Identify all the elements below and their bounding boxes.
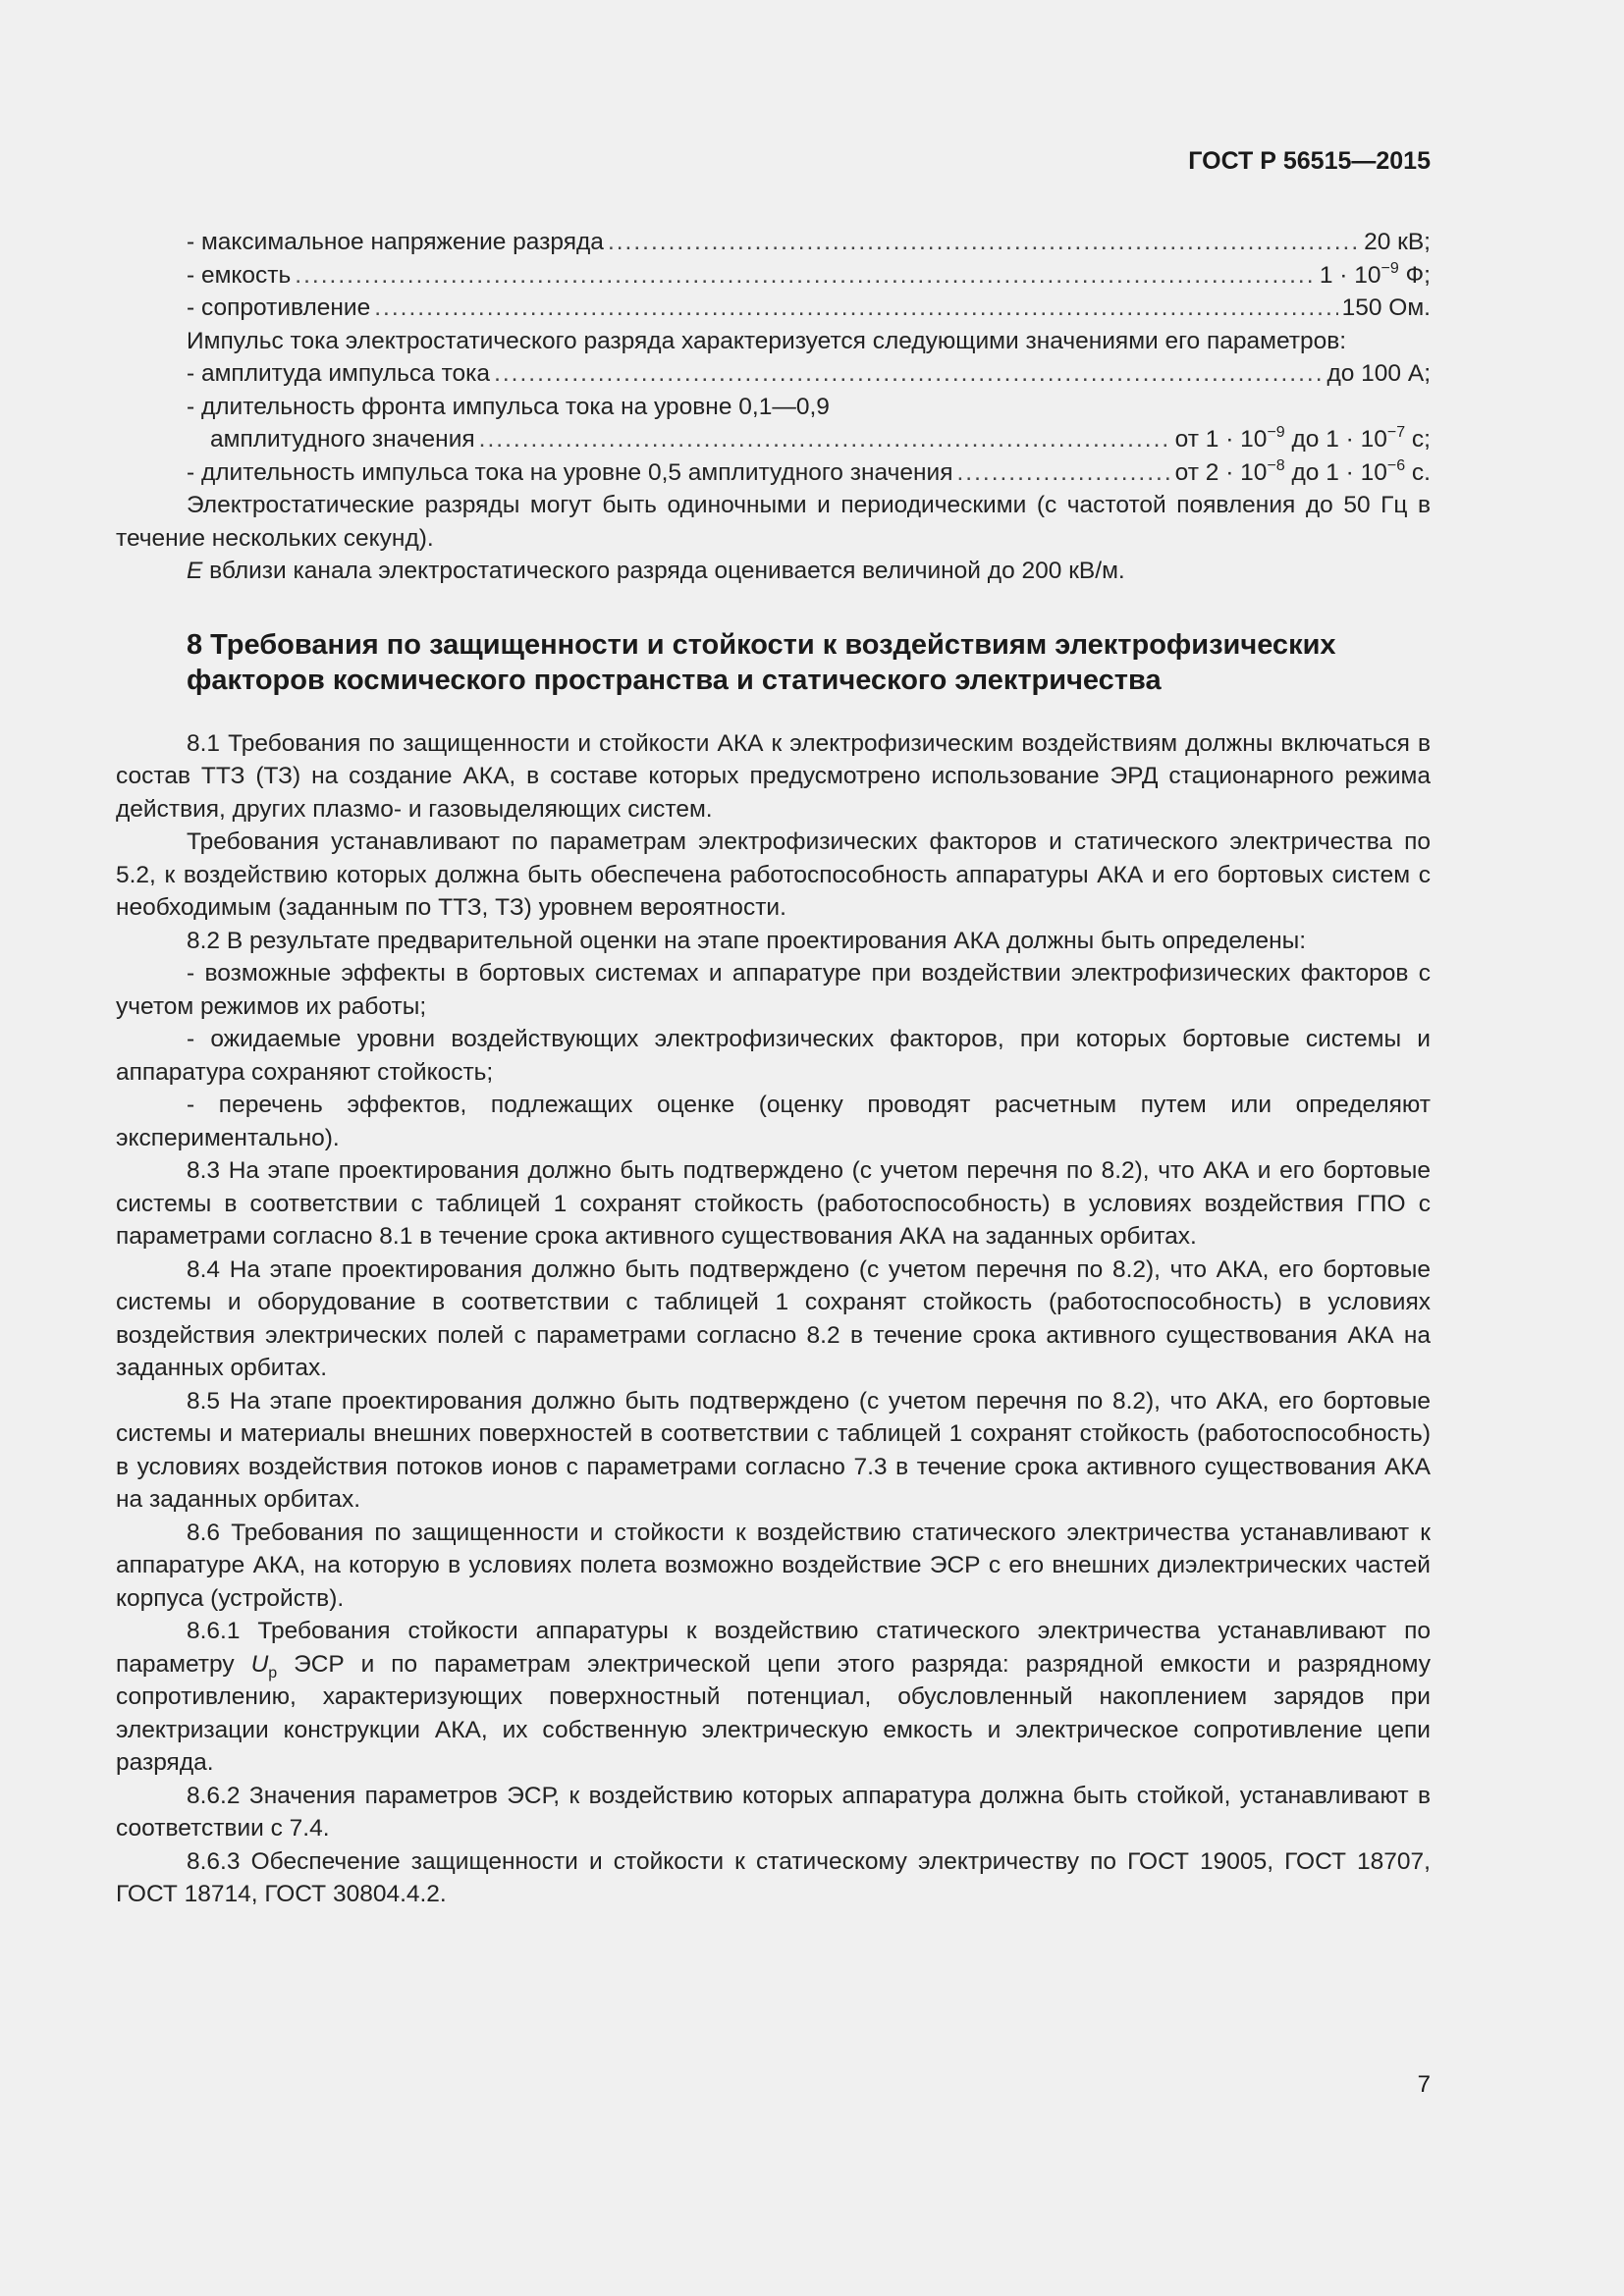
list-item-label: - емкость [187,261,292,289]
list-item-label: амплитудного значения [210,426,475,453]
list-item-label: - максимальное напряжение разряда [187,229,604,255]
list-item-value: от $2 \cdot 10^{-8}$ до $1 \cdot 10^{-6}$ с. [1174,456,1431,486]
paragraph-8-1-requirements: Требования устанавливают по параметрам электрофизических факторов и статического электричества по 5.2, к воздействию которых должна быть обеспечена работоспособность аппаратуры АКА и его бортовых систем с необходимым (заданным по ТТЗ, ТЗ) уровнем вероятности. [116,828,1431,921]
list-item-amplitude [116,357,1431,391]
page-body [116,226,1431,1911]
field-text: вблизи канала электростатического разряда оценивается величиной до 200 кВ/м. [202,558,1125,584]
list-item-front-line2 [116,423,1431,456]
field-symbol: E [187,558,203,584]
paragraph-8-6-1-post: ЭСР и по параметрам электрической цепи этого разряда: разрядной емкости и разрядному сопротивлению, характеризующих поверхностный потенциал, обусловленный накоплением зарядов при электризации конструкции АКА, их собственную электрическую емкость и электрическое сопротивление цепи разряда. [116,1650,1431,1776]
leader-dots [374,292,1337,325]
list-item-value: до 100 А; [1326,360,1431,387]
voltage-symbol: U [250,1650,269,1678]
page-number: 7 [1417,2071,1431,2098]
list-item-value: 20 кВ; [1364,229,1431,255]
document-id-header: ГОСТ Р 56515—2015 [1188,147,1431,175]
discharge-paragraph: Электростатические разряды могут быть одиночными и периодическими (с частотой появления до 50 Гц в течение нескольких секунд). [116,492,1431,552]
list-item-label: - амплитуда импульса тока [187,360,491,387]
paragraph-8-6-1 [116,1615,1431,1780]
leader-dots [479,423,1171,456]
paragraph-8-4: 8.4 На этапе проектирования должно быть подтверждено (с учетом перечня по 8.2), что АКА, его бортовые системы и оборудование в соответствии с таблицей 1 сохранят стойкость (работоспособность) в условиях воздействия электрических полей с параметрами согласно 8.2 в течение срока активного существования АКА на заданных орбитах. [116,1255,1431,1381]
list-item-label: - сопротивление [187,294,371,321]
paragraph-8-5: 8.5 На этапе проектирования должно быть подтверждено (с учетом перечня по 8.2), что АКА, его бортовые системы и материалы внешних поверхностей в соответствии с таблицей 1 сохранят стойкость (работоспособность) в условиях воздействия потоков ионов с параметрами согласно 7.3 в течение срока активного существования АКА на заданных орбитах. [116,1387,1431,1513]
paragraph-8-2: 8.2 В результате предварительной оценки на этапе проектирования АКА должны быть определены: [187,927,1307,954]
paragraph-8-3: 8.3 На этапе проектирования должно быть подтверждено (с учетом перечня по 8.2), что АКА и его бортовые системы в соответствии с таблицей 1 сохранят стойкость (работоспособность) в условиях воздействия ГПО с параметрами согласно 8.1 в течение срока активного существования АКА на заданных орбитах. [116,1157,1431,1250]
leader-dots [295,259,1316,293]
list-item-resistance [116,292,1431,325]
paragraph-8-6-2: 8.6.2 Значения параметров ЭСР, к воздействию которых аппаратура должна быть стойкой, устанавливают в соответствии с 7.4. [116,1782,1431,1842]
paragraph-8-6: 8.6 Требования по защищенности и стойкости к воздействию статического электричества устанавливают к аппаратуре АКА, на которую в условиях полета возможно воздействие ЭСР с его внешних диэлектрических частей корпуса (устройств). [116,1519,1431,1612]
paragraph-8-6-3: 8.6.3 Обеспечение защищенности и стойкости к статическому электричеству по ГОСТ 19005, ГОСТ 18707, ГОСТ 18714, ГОСТ 30804.4.2. [116,1847,1431,1907]
field-paragraph [116,555,1431,588]
paragraph-8-2-item-effects: - возможные эффекты в бортовых системах и аппаратуре при воздействии электрофизических факторов с учетом режимов их работы; [116,960,1431,1020]
paragraph-8-2-item-levels: - ожидаемые уровни воздействующих электрофизических факторов, при которых бортовые системы и аппаратура сохраняют стойкость; [116,1026,1431,1086]
paragraph-8-1: 8.1 Требования по защищенности и стойкости АКА к электрофизическим воздействиям должны включаться в состав ТТЗ (ТЗ) на создание АКА, в составе которых предусмотрено использование ЭРД стационарного режима действия, других плазмо- и газовыделяющих систем. [116,729,1431,823]
leader-dots [494,357,1323,391]
leader-dots [608,226,1360,259]
list-item-value: 150 Ом. [1341,294,1431,321]
impulse-intro-paragraph: Импульс тока электростатического разряда характеризуется следующими значениями его параметров: [187,327,1347,354]
list-item-front-line1: - длительность фронта импульса тока на уровне 0,1—0,9 [187,393,830,420]
leader-dots [956,456,1170,490]
list-item-capacitance [116,259,1431,293]
list-item-duration [116,456,1431,490]
section-8-title: 8 Требования по защищенности и стойкости к воздействиям электрофизических факторов космического пространства и статического электричества [187,628,1336,696]
list-item-value: $1 \cdot 10^{-9}$ Ф; [1319,259,1431,289]
voltage-subscript: р [268,1664,278,1682]
list-item-value: от $1 \cdot 10^{-9}$ до $1 \cdot 10^{-7}$ с; [1174,424,1431,453]
list-item-label: - длительность импульса тока на уровне 0,5 амплитудного значения [187,458,953,486]
paragraph-8-2-item-list: - перечень эффектов, подлежащих оценке (оценку проводят расчетным путем или определяют экспериментально). [116,1092,1431,1151]
paragraph-8-6-1-pre: 8.6.1 Требования стойкости аппаратуры к воздействию статического электричества устанавливают по параметру [116,1618,1431,1678]
list-item-max-voltage [116,226,1431,259]
